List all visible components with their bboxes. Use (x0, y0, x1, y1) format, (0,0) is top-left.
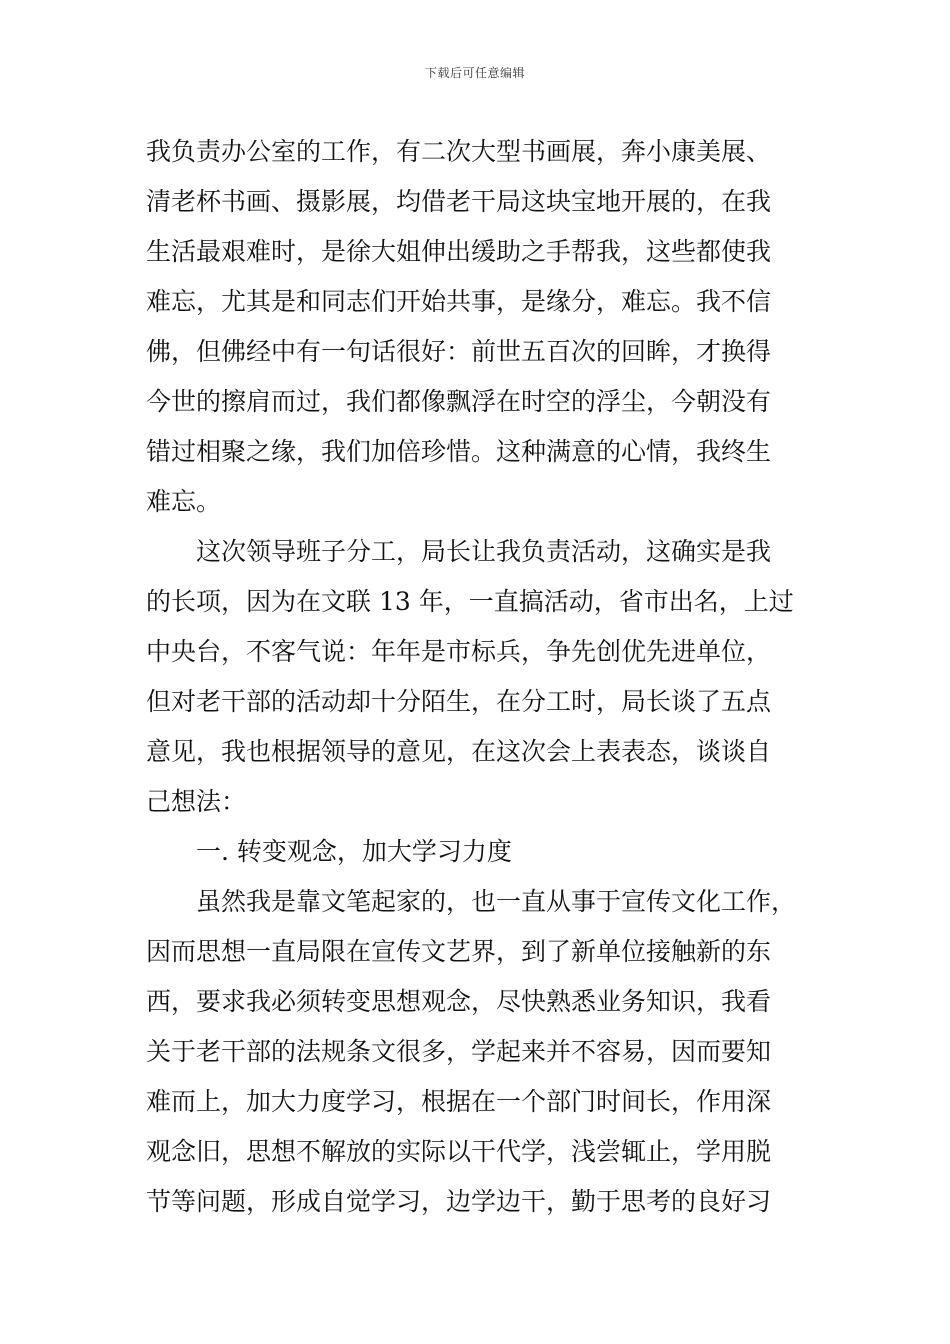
text-line: 因而思想一直局限在宣传文艺界，到了新单位接触新的东 (146, 937, 772, 966)
text-line: 清老杯书画、摄影展，均借老干局这块宝地开展的，在我 (146, 187, 772, 216)
text-line: 生活最艰难时，是徐大姐伸出缓助之手帮我，这些都使我 (146, 237, 772, 266)
text-line: 佛，但佛经中有一句话很好：前世五百次的回眸，才换得 (146, 337, 772, 366)
section-heading: 一. 转变观念，加大学习力度 (196, 837, 512, 866)
text-line: 节等问题，形成自觉学习，边学边干，勤于思考的良好习 (146, 1187, 772, 1216)
document-body (146, 127, 810, 1227)
text-line: 难忘。 (146, 487, 222, 516)
text-line: 错过相聚之缘，我们加倍珍惜。这种满意的心情，我终生 (146, 437, 772, 466)
text-line: 意见，我也根据领导的意见，在这次会上表表态，谈谈自 (146, 737, 772, 766)
text-line: 难忘，尤其是和同志们开始共事，是缘分，难忘。我不信 (146, 287, 772, 316)
paragraph-start-line: 虽然我是靠文笔起家的，也一直从事于宣传文化工作， (196, 887, 797, 916)
paragraph-start-line: 这次领导班子分工，局长让我负责活动，这确实是我 (196, 537, 772, 566)
text-line: 观念旧，思想不解放的实际以干代学，浅尝辄止，学用脱 (146, 1137, 772, 1166)
text-line: 关于老干部的法规条文很多，学起来并不容易，因而要知 (146, 1037, 772, 1066)
page-header: 下载后可任意编辑 (424, 66, 525, 80)
text-line: 的长项，因为在文联 13 年，一直搞活动，省市出名，上过 (146, 587, 794, 616)
text-line: 己想法： (146, 787, 247, 816)
text-line: 难而上，加大力度学习，根据在一个部门时间长，作用深 (146, 1087, 772, 1116)
text-line: 我负责办公室的工作，有二次大型书画展，奔小康美展、 (146, 137, 772, 166)
text-line: 中央台，不客气说：年年是市标兵，争先创优先进单位， (146, 637, 772, 666)
text-line: 西，要求我必须转变思想观念，尽快熟悉业务知识，我看 (146, 987, 772, 1016)
text-line: 今世的擦肩而过，我们都像飘浮在时空的浮尘，今朝没有 (146, 387, 772, 416)
text-line: 但对老干部的活动却十分陌生，在分工时，局长谈了五点 (146, 687, 772, 716)
